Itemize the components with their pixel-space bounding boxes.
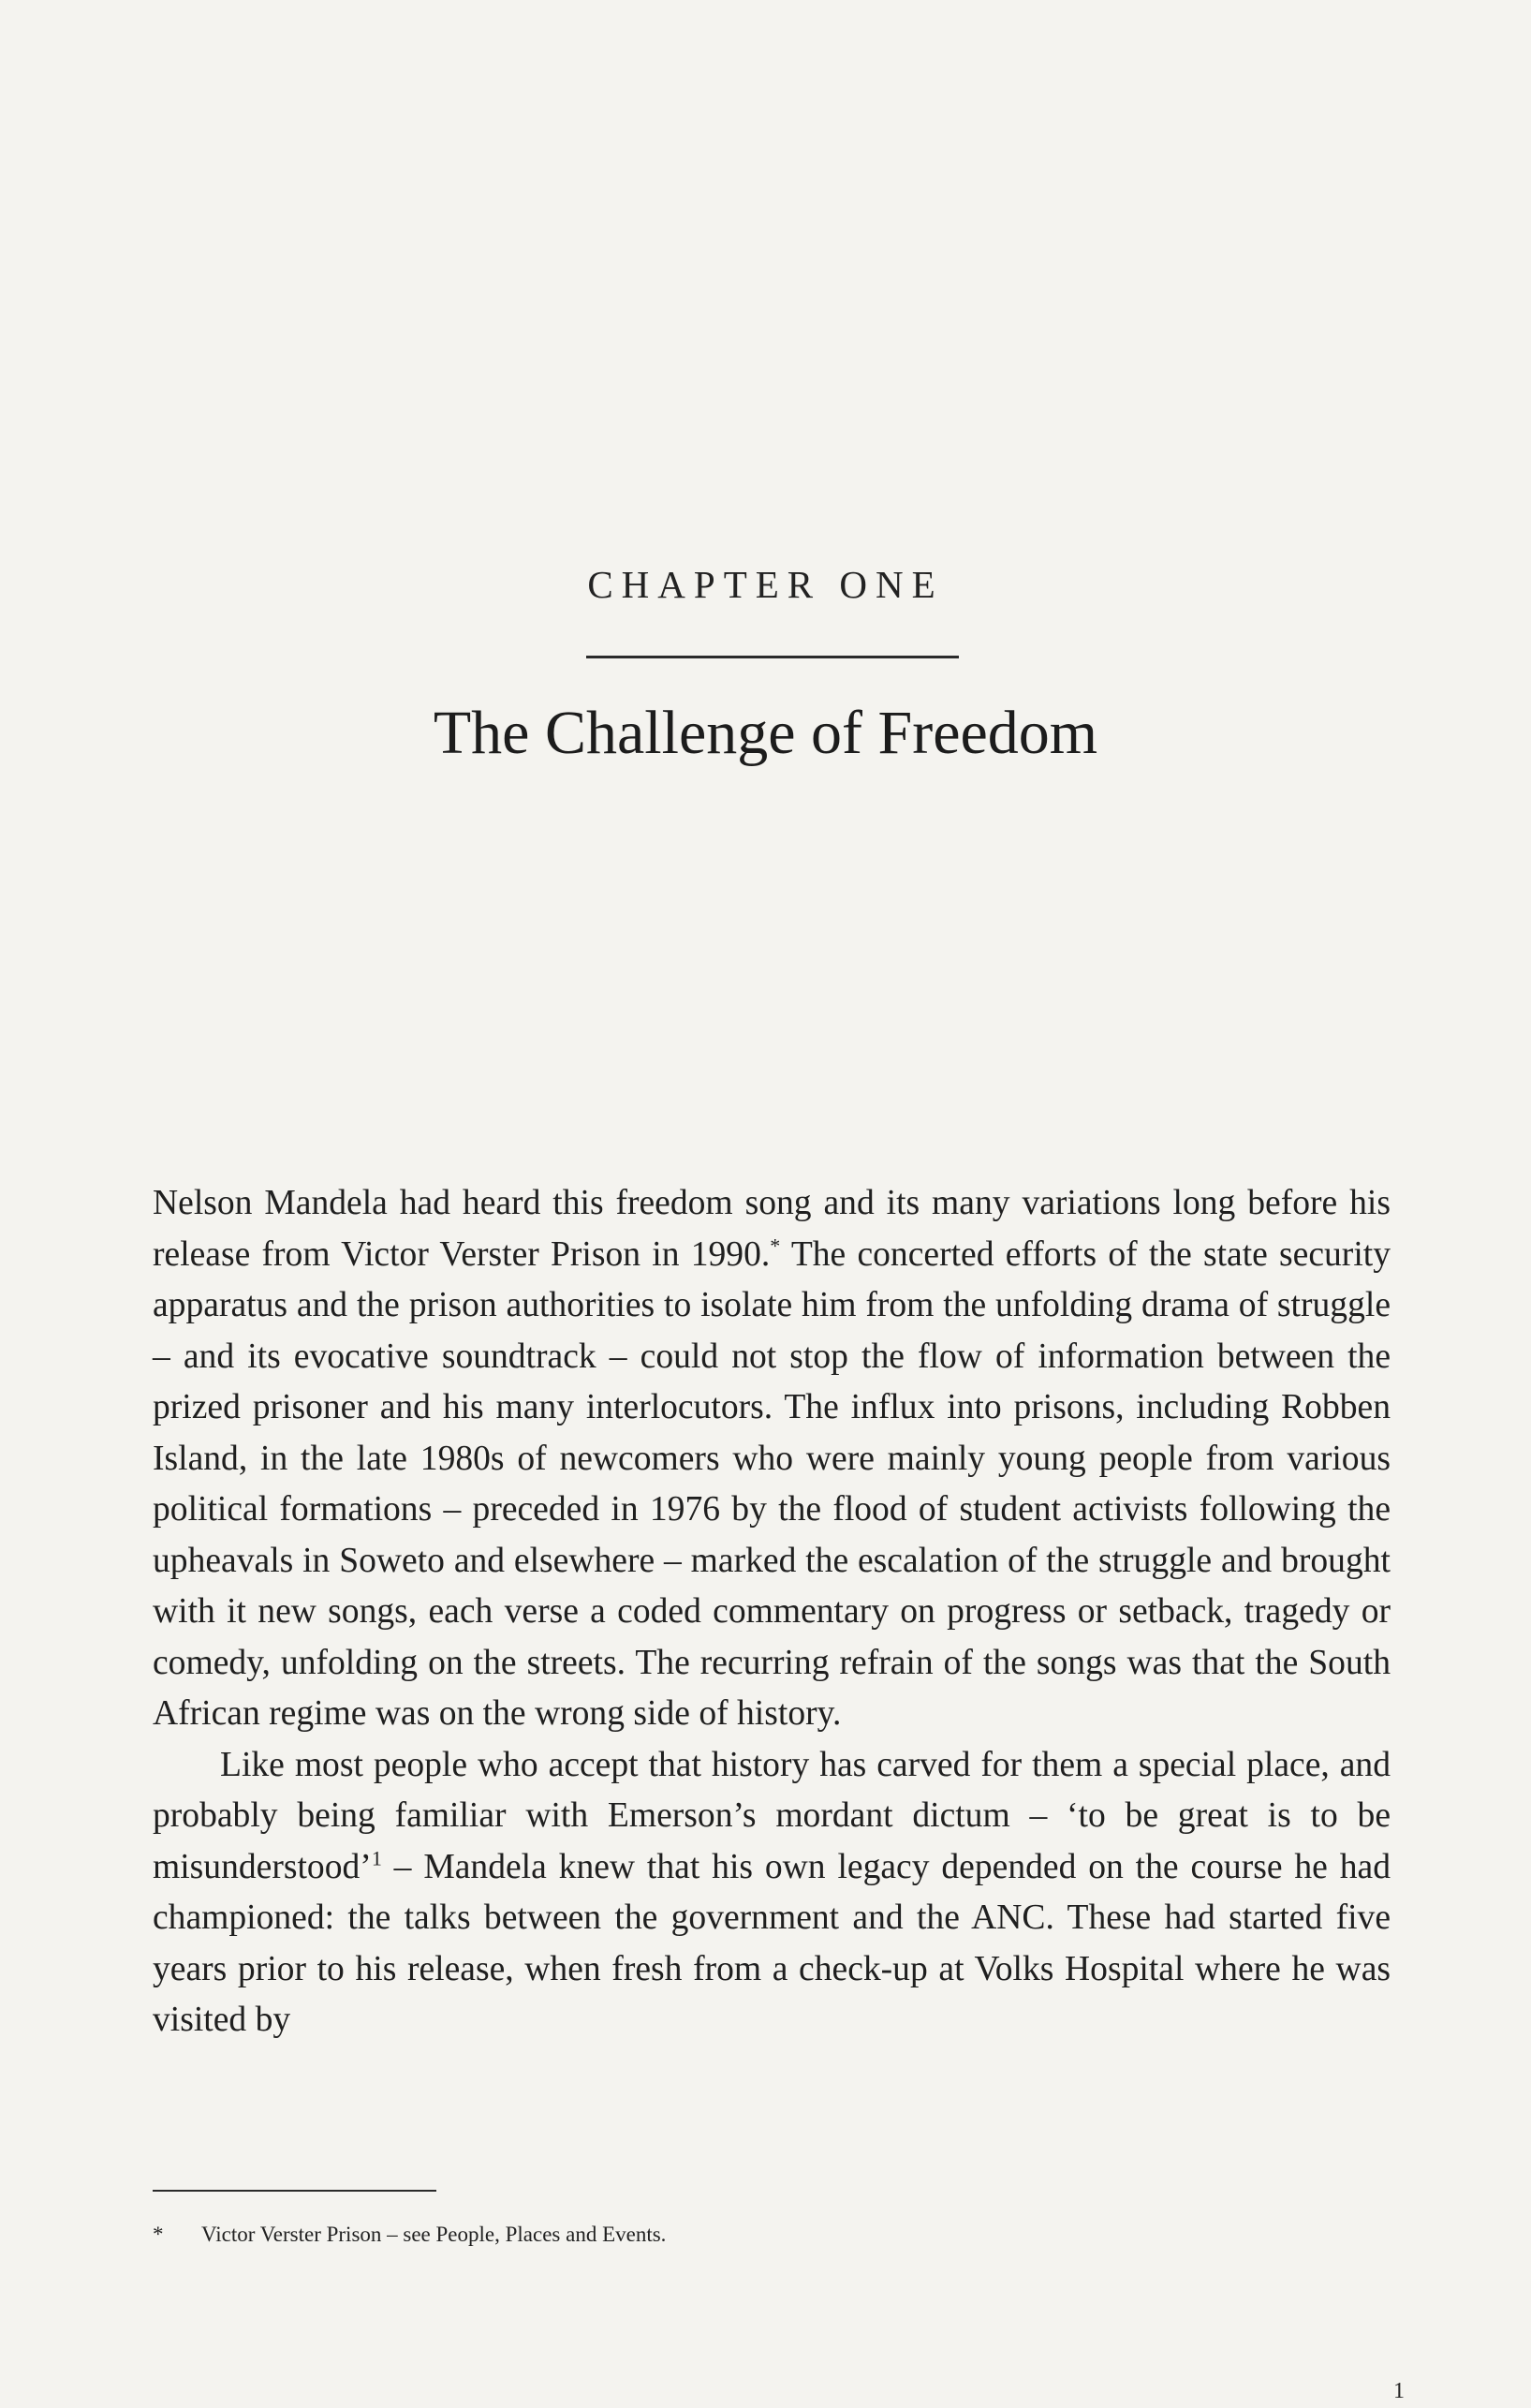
paragraph-2-text-a: Like most people who accept that history has carved for them a special place, and probably being familiar with Emerson’s mordant dictum – ‘to be great is to be misunderstood’ xyxy=(153,1745,1391,1886)
paragraph-1-text-b: The concerted efforts of the state security apparatus and the prison authorities to isolate him from the unfolding drama of struggle – and its evocative soundtrack – could not stop the flow of information between the prized prisoner and his many interlocutors. The influx into prisons, including Robben Island, in the late 1980s of newcomers who were mainly young people from various political formations – preceded in 1976 by the flood of student activists following the upheavals in Soweto and elsewhere – marked the escalation of the struggle and brought with it new songs, each verse a coded commentary on progress or setback, tragedy or comedy, unfolding on the streets. The recurring refrain of the songs was that the South African regime was on the wrong side of history. xyxy=(153,1234,1391,1733)
chapter-rule xyxy=(586,656,959,658)
paragraph-1 xyxy=(153,1178,1391,1740)
chapter-label: CHAPTER ONE xyxy=(587,563,944,606)
chapter-title: The Challenge of Freedom xyxy=(433,699,1098,767)
page-number: 1 xyxy=(1393,2379,1405,2403)
paragraph-2-text-b: – Mandela knew that his own legacy depended on the course he had championed: the talks between the government and the ANC. These had started five years prior to his release, when fresh from a check-up at Volks Hospital where he was visited by xyxy=(153,1847,1391,2039)
body-text xyxy=(153,1178,1391,2046)
footnote-rule xyxy=(153,2190,436,2192)
endnote-marker-1: 1 xyxy=(371,1845,382,1869)
paragraph-1-text-a: Nelson Mandela had heard this freedom song and its many variations long before his release from Victor Verster Prison in 1990. xyxy=(153,1184,1391,1274)
footnote-marker-asterisk: * xyxy=(770,1233,781,1257)
footnote-text: Victor Verster Prison – see People, Places and Events. xyxy=(201,2223,667,2246)
footnote xyxy=(153,2221,1391,2249)
paragraph-2 xyxy=(153,1740,1391,2046)
footnote-symbol: * xyxy=(153,2223,164,2246)
